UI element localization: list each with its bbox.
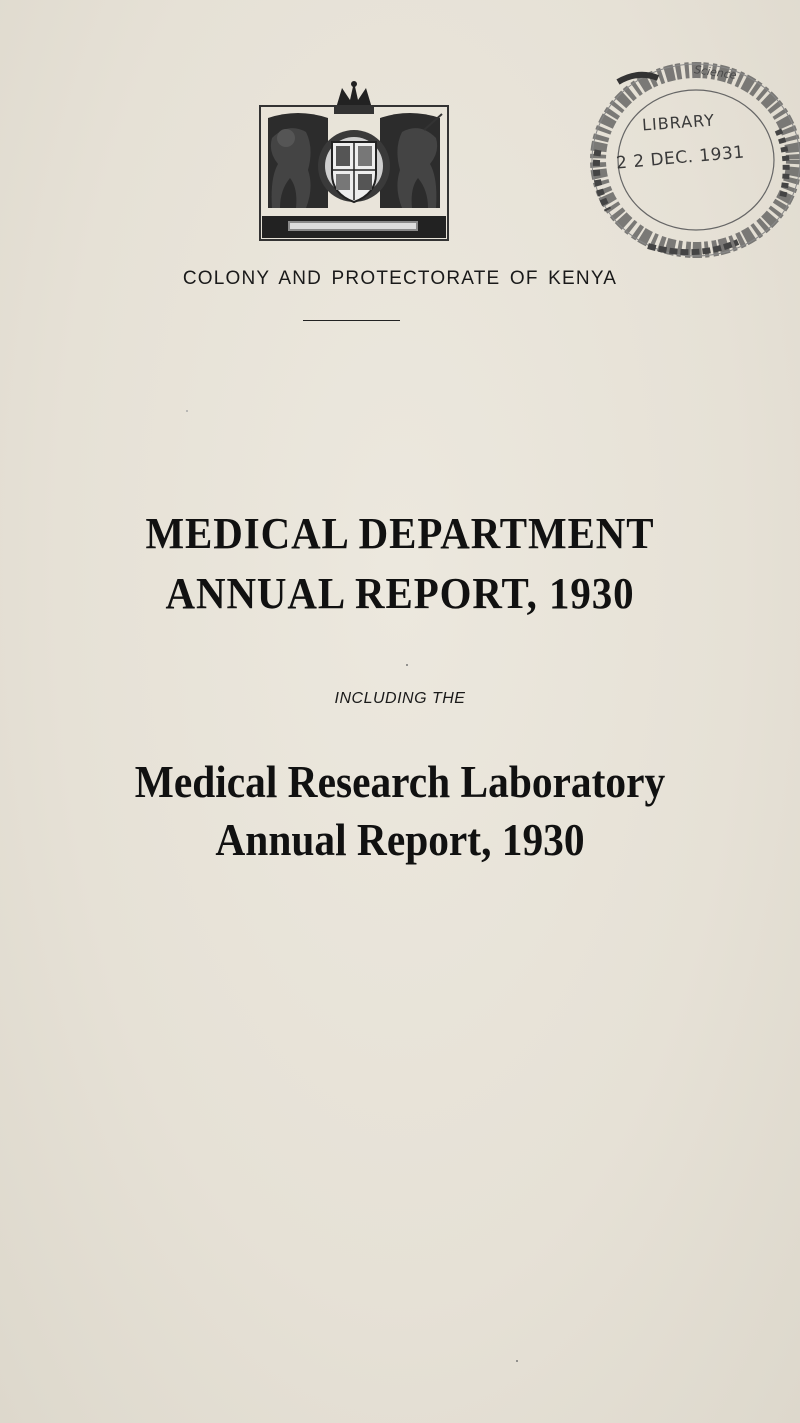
main-title-line-1: MEDICAL DEPARTMENT <box>145 509 655 558</box>
stamp-top-text: Science <box>693 63 738 82</box>
paper-speck <box>406 664 408 666</box>
royal-coat-of-arms <box>258 78 450 244</box>
main-title-line-2: ANNUAL REPORT, 1930 <box>165 569 635 618</box>
subtitle-line-1: Medical Research Laboratory <box>134 756 666 807</box>
including-label: INCLUDING THE <box>334 690 466 707</box>
paper-speck <box>186 410 188 412</box>
paper-speck <box>516 1360 518 1362</box>
stamp-date: 2 2 DEC. 1931 <box>615 142 746 174</box>
colony-heading: COLONY AND PROTECTORATE OF KENYA <box>182 268 618 289</box>
stamp-library-label: LIBRARY <box>641 110 716 135</box>
subtitle-line-2: Annual Report, 1930 <box>215 814 585 865</box>
divider-rule <box>303 320 400 321</box>
